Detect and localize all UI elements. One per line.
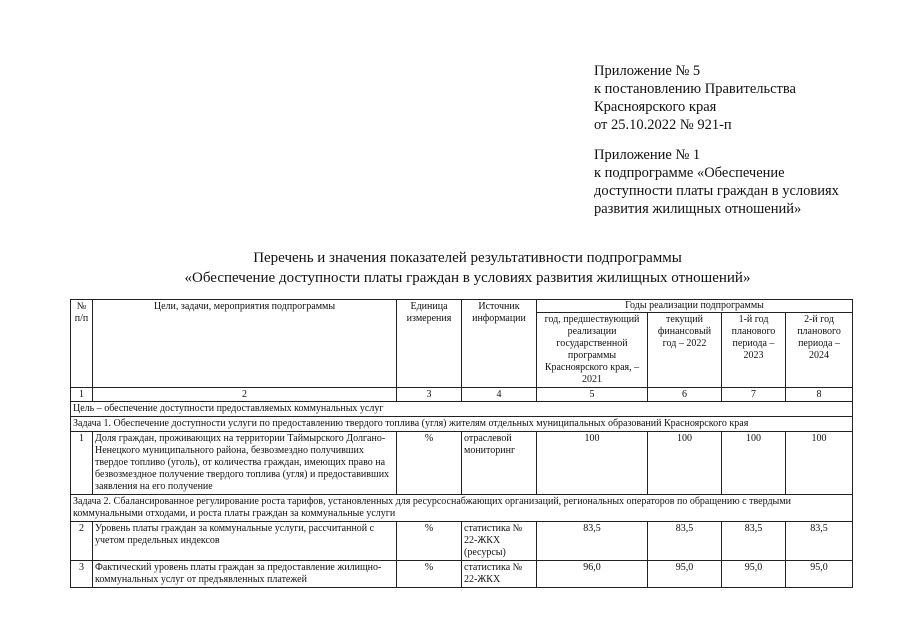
header-current-year: текущий финансовый год – 2022 [648, 313, 722, 388]
task-2-row [71, 495, 853, 522]
row-value-2023: 100 [722, 432, 786, 495]
row-number: 2 [71, 522, 93, 561]
header-goals: Цели, задачи, мероприятия подпрограммы [93, 300, 397, 388]
row-unit: % [397, 432, 462, 495]
table-row [71, 522, 853, 561]
row-value-2021: 83,5 [537, 522, 648, 561]
row-value-2023: 95,0 [722, 561, 786, 588]
header-years: Годы реализации подпрограммы [537, 300, 853, 313]
header-source: Источник информации [462, 300, 537, 388]
row-value-2021: 96,0 [537, 561, 648, 588]
appendix-1-line: доступности платы граждан в условиях [594, 183, 839, 199]
row-value-2022: 95,0 [648, 561, 722, 588]
appendix-5-line: Приложение № 5 [594, 63, 701, 79]
header-unit: Единица измерения [397, 300, 462, 388]
title-line-2: «Обеспечение доступности платы граждан в условиях развития жилищных отношений» [184, 270, 751, 286]
column-number: 6 [648, 388, 722, 402]
row-value-2022: 83,5 [648, 522, 722, 561]
row-indicator-name: Фактический уровень платы граждан за предоставление жилищно-коммунальных услуг от предъявленных платежей [93, 561, 397, 588]
row-number: 1 [71, 432, 93, 495]
column-number: 7 [722, 388, 786, 402]
header-num: № п/п [71, 300, 93, 388]
row-value-2023: 83,5 [722, 522, 786, 561]
row-source: статистика № 22-ЖКХ (ресурсы) [462, 522, 537, 561]
appendix-1-block [594, 146, 894, 218]
row-value-2024: 100 [786, 432, 853, 495]
header-plan-year-1: 1-й год планового периода – 2023 [722, 313, 786, 388]
header-row-1 [71, 300, 853, 313]
column-numbers-row [71, 388, 853, 402]
appendix-5-line: от 25.10.2022 № 921-п [594, 117, 732, 133]
task-2-text: Задача 2. Сбалансированное регулирование роста тарифов, установленных для ресурсоснабжающих организаций, региональных операторов по обращению с твердыми коммунальными отходами, и роста платы граждан за коммунальные услуги [71, 495, 853, 522]
row-indicator-name: Уровень платы граждан за коммунальные услуги, рассчитанной с учетом предельных индексов [93, 522, 397, 561]
appendix-1-line: к подпрограмме «Обеспечение [594, 165, 785, 181]
appendix-1-line: развития жилищных отношений» [594, 201, 802, 217]
row-value-2024: 95,0 [786, 561, 853, 588]
document-title [60, 248, 875, 288]
table-row [71, 432, 853, 495]
title-line-1: Перечень и значения показателей результативности подпрограммы [253, 250, 682, 266]
row-value-2024: 83,5 [786, 522, 853, 561]
column-number: 8 [786, 388, 853, 402]
column-number: 5 [537, 388, 648, 402]
row-source: отраслевой мониторинг [462, 432, 537, 495]
goal-row [71, 402, 853, 417]
goal-text: Цель – обеспечение доступности предоставляемых коммунальных услуг [71, 402, 853, 417]
header-plan-year-2: 2-й год планового периода – 2024 [786, 313, 853, 388]
indicators-table [70, 299, 853, 588]
row-unit: % [397, 522, 462, 561]
task-1-text: Задача 1. Обеспечение доступности услуги по предоставлению твердого топлива (угля) жителям отдельных муниципальных образований Красноярского края [71, 417, 853, 432]
row-indicator-name: Доля граждан, проживающих на территории Таймырского Долгано-Ненецкого муниципального района, безвозмездно получивших твердое топливо (уголь), от количества граждан, имеющих право на безвозмездное получение твердого топлива (угля) и предоставивших заявления на его получение [93, 432, 397, 495]
row-value-2021: 100 [537, 432, 648, 495]
appendix-1-line: Приложение № 1 [594, 147, 701, 163]
row-value-2022: 100 [648, 432, 722, 495]
table-row [71, 561, 853, 588]
header-prev-year: год, предшествующий реализации государственной программы Красноярского края, – 2021 [537, 313, 648, 388]
appendix-5-line: Красноярского края [594, 99, 717, 115]
task-1-row [71, 417, 853, 432]
column-number: 4 [462, 388, 537, 402]
column-number: 3 [397, 388, 462, 402]
row-unit: % [397, 561, 462, 588]
column-number: 2 [93, 388, 397, 402]
row-number: 3 [71, 561, 93, 588]
row-source: статистика № 22-ЖКХ [462, 561, 537, 588]
appendix-5-block [594, 62, 894, 134]
appendix-5-line: к постановлению Правительства [594, 81, 796, 97]
column-number: 1 [71, 388, 93, 402]
